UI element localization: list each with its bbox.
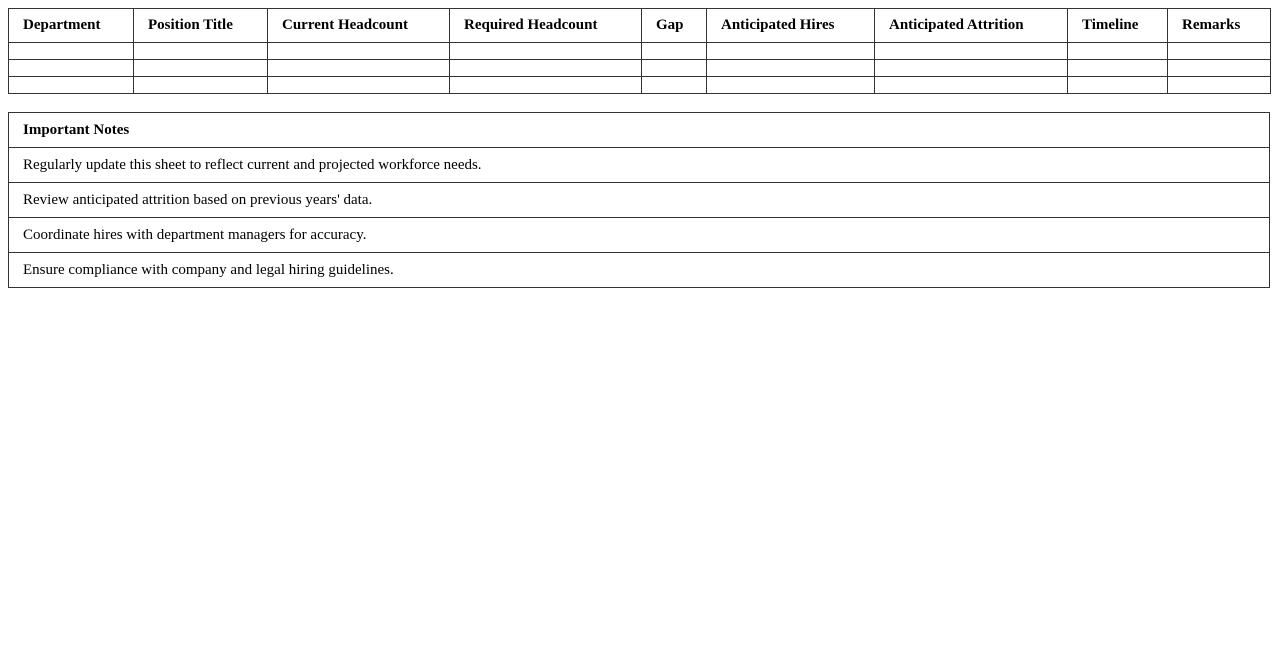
table-cell bbox=[450, 43, 642, 60]
header-gap: Gap bbox=[642, 9, 707, 43]
note-item: Review anticipated attrition based on previous years' data. bbox=[9, 183, 1270, 218]
note-row bbox=[9, 148, 1270, 183]
table-cell bbox=[875, 60, 1068, 77]
table-cell bbox=[134, 43, 268, 60]
table-cell bbox=[875, 77, 1068, 94]
header-department: Department bbox=[9, 9, 134, 43]
table-cell bbox=[707, 60, 875, 77]
table-cell bbox=[268, 77, 450, 94]
table-cell bbox=[9, 77, 134, 94]
table-row bbox=[9, 60, 1271, 77]
table-cell bbox=[707, 43, 875, 60]
header-anticipated-attrition: Anticipated Attrition bbox=[875, 9, 1068, 43]
note-row bbox=[9, 253, 1270, 288]
table-cell bbox=[450, 60, 642, 77]
header-position-title: Position Title bbox=[134, 9, 268, 43]
header-timeline: Timeline bbox=[1068, 9, 1168, 43]
table-cell bbox=[642, 77, 707, 94]
important-notes-table bbox=[8, 112, 1270, 288]
table-cell bbox=[1168, 43, 1271, 60]
page bbox=[0, 0, 1278, 288]
table-row bbox=[9, 77, 1271, 94]
notes-header-row bbox=[9, 113, 1270, 148]
table-cell bbox=[134, 77, 268, 94]
header-remarks: Remarks bbox=[1168, 9, 1271, 43]
table-cell bbox=[1068, 43, 1168, 60]
table-cell bbox=[134, 60, 268, 77]
table-cell bbox=[1068, 77, 1168, 94]
table-cell bbox=[9, 60, 134, 77]
table-cell bbox=[707, 77, 875, 94]
table-cell bbox=[642, 60, 707, 77]
table-cell bbox=[1168, 60, 1271, 77]
table-header-row bbox=[9, 9, 1271, 43]
header-required-headcount: Required Headcount bbox=[450, 9, 642, 43]
table-row bbox=[9, 43, 1271, 60]
table-cell bbox=[268, 43, 450, 60]
table-cell bbox=[450, 77, 642, 94]
note-item: Regularly update this sheet to reflect current and projected workforce needs. bbox=[9, 148, 1270, 183]
header-current-headcount: Current Headcount bbox=[268, 9, 450, 43]
note-row bbox=[9, 218, 1270, 253]
table-cell bbox=[875, 43, 1068, 60]
note-item: Ensure compliance with company and legal hiring guidelines. bbox=[9, 253, 1270, 288]
table-cell bbox=[642, 43, 707, 60]
table-cell bbox=[268, 60, 450, 77]
note-row bbox=[9, 183, 1270, 218]
workforce-planning-table bbox=[8, 8, 1271, 94]
notes-title: Important Notes bbox=[9, 113, 1270, 148]
header-anticipated-hires: Anticipated Hires bbox=[707, 9, 875, 43]
table-cell bbox=[9, 43, 134, 60]
table-cell bbox=[1168, 77, 1271, 94]
table-cell bbox=[1068, 60, 1168, 77]
note-item: Coordinate hires with department managers for accuracy. bbox=[9, 218, 1270, 253]
